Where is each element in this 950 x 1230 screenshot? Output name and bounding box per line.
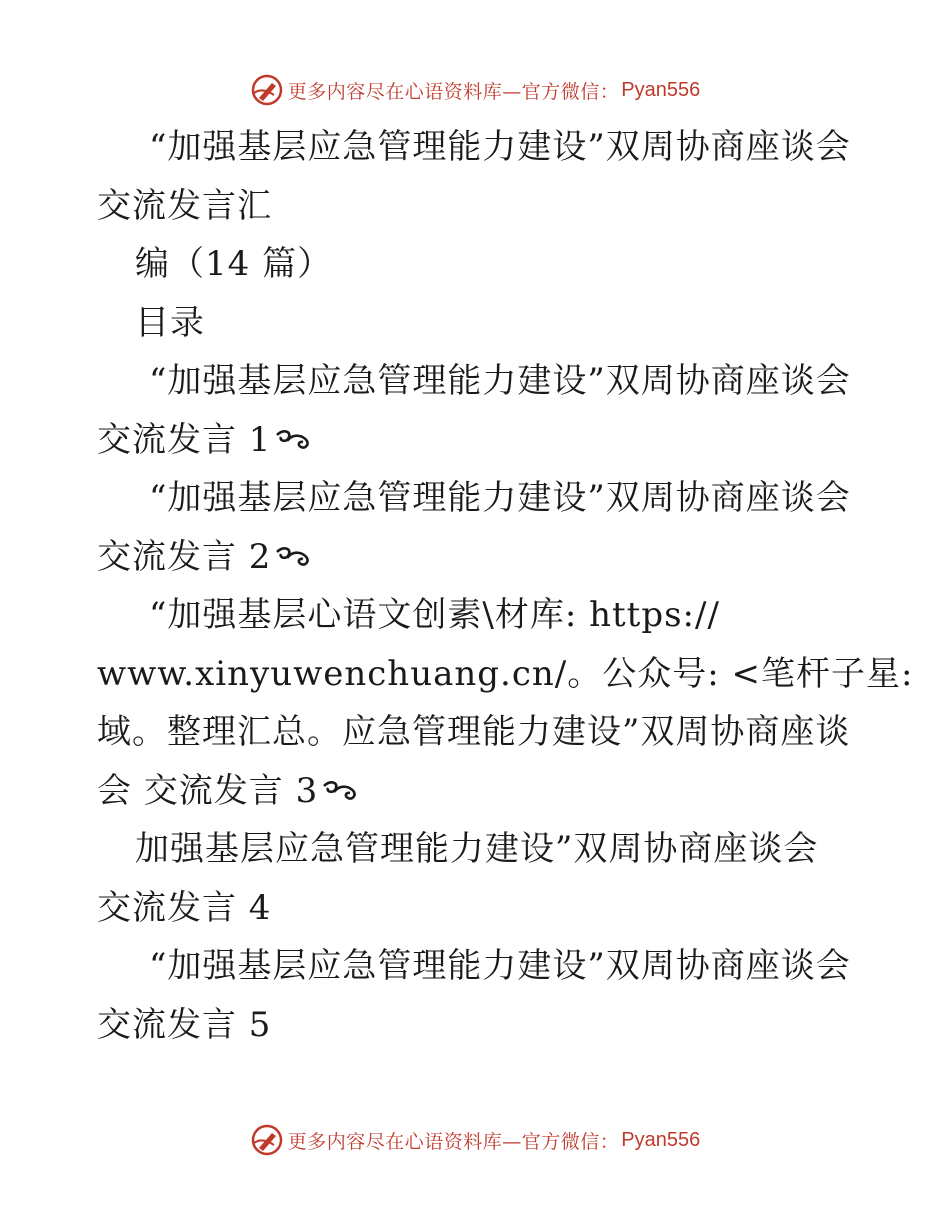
header-banner: [0, 70, 950, 110]
document-body: [97, 118, 914, 1054]
title-line-2: 交流发言汇: [97, 185, 272, 226]
pen-logo-icon: [250, 1123, 284, 1157]
toc-entry-3[interactable]: [97, 762, 857, 821]
toc-heading: 目录: [135, 302, 205, 343]
toc-entry-2-title: “加强基层应急管理能力建设”双周协商座谈会: [149, 478, 851, 518]
pen-logo-icon: [250, 73, 284, 107]
title-line-3: 编（14 篇）: [135, 244, 333, 284]
title-line-1: “加强基层应急管理能力建设”双周协商座谈会: [149, 127, 851, 167]
toc-entry-3-line-3: 域。整理汇总。应急管理能力建设”双周协商座谈: [97, 712, 851, 752]
ornament-icon: [320, 778, 360, 804]
toc-entry-3-line-2: www.xinyuwenchuang.cn/。公众号: <笔杆子星:: [97, 653, 914, 694]
toc-entry-4-title: 加强基层应急管理能力建设”双周协商座谈会: [135, 829, 819, 869]
banner-text: 更多内容尽在心语资料库—官方微信：: [287, 1130, 620, 1153]
toc-entry-1-title: “加强基层应急管理能力建设”双周协商座谈会: [149, 361, 851, 401]
banner-wechat-id: Pyan556: [621, 1128, 701, 1151]
banner-text: 更多内容尽在心语资料库—官方微信：: [287, 80, 620, 103]
toc-entry-3-line-1: “加强基层心语文创素\材库: https://: [149, 595, 720, 635]
toc-entry-1-label: 交流发言 1: [97, 419, 272, 460]
toc-entry-2-label: 交流发言 2: [97, 536, 272, 577]
toc-entry-4[interactable]: 交流发言 4: [97, 887, 272, 928]
toc-entry-2[interactable]: [97, 528, 857, 587]
footer-banner: [0, 1120, 950, 1160]
toc-entry-3-label: 会 交流发言 3: [97, 770, 319, 811]
toc-entry-5[interactable]: 交流发言 5: [97, 1004, 272, 1045]
banner-wechat-id: Pyan556: [621, 78, 701, 101]
toc-entry-5-title: “加强基层应急管理能力建设”双周协商座谈会: [149, 946, 851, 986]
toc-entry-1[interactable]: [97, 411, 857, 470]
ornament-icon: [273, 427, 313, 453]
ornament-icon: [273, 544, 313, 570]
